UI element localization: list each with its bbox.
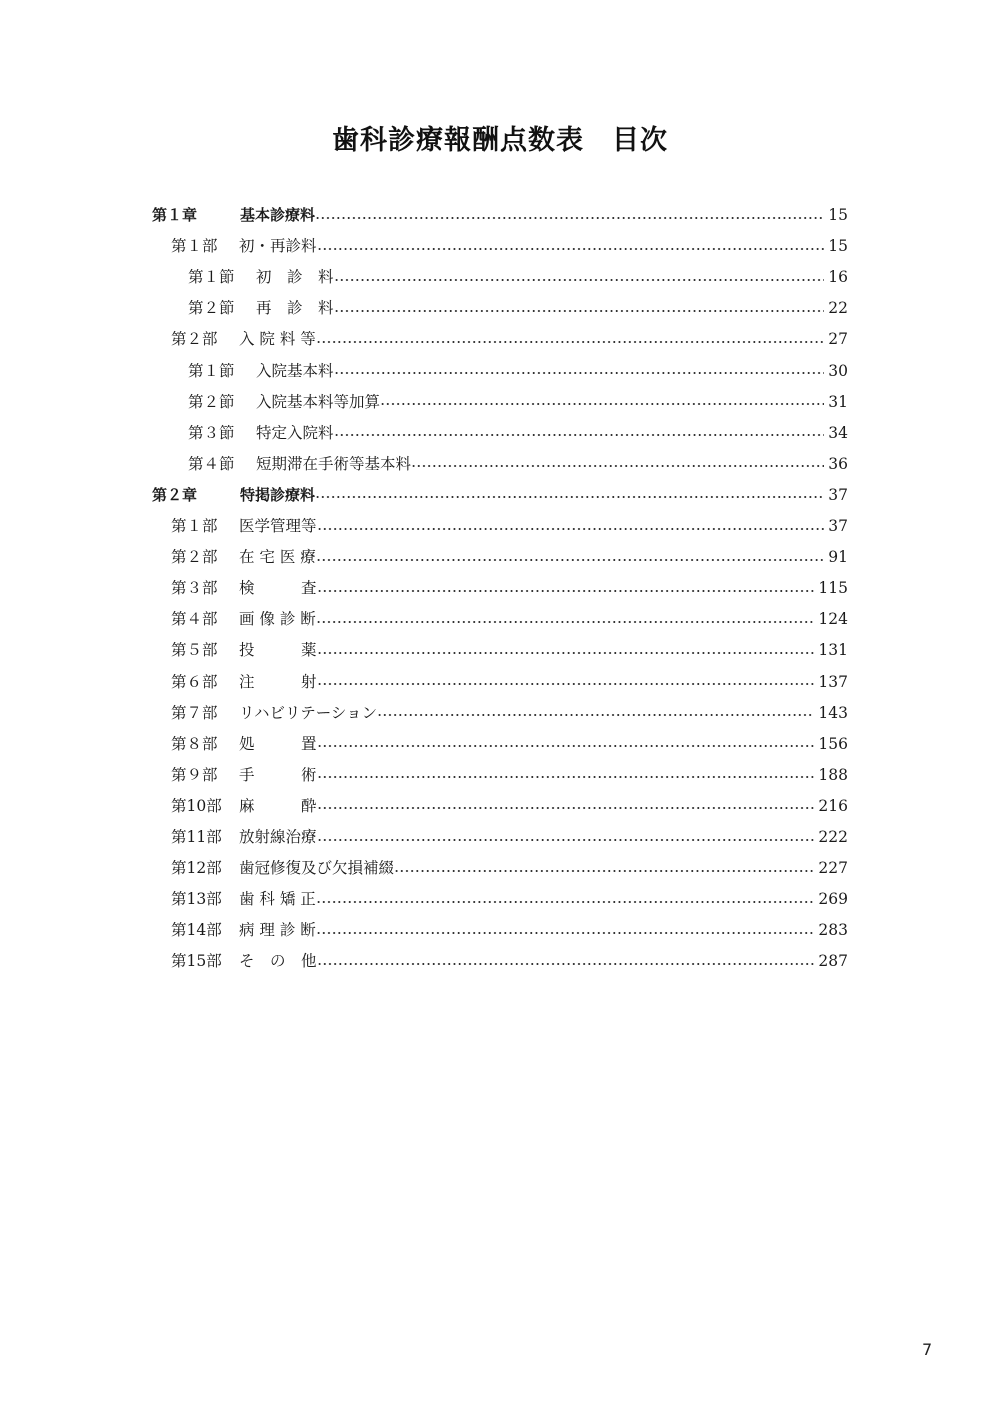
toc-entry-page: 15 [828, 237, 848, 256]
toc-entry-number: 第１章 [152, 206, 198, 224]
toc-entry-page: 34 [828, 423, 848, 442]
toc-entry-page: 156 [818, 734, 848, 753]
toc-entry-number: 第６部 [171, 672, 218, 691]
toc-entry-label: 在 宅 医 療 [239, 548, 316, 567]
toc-entry-number: 第１部 [171, 237, 218, 256]
toc-entry-part [171, 667, 848, 698]
toc-entry-part [171, 542, 848, 573]
toc-entry-label: 歯 科 矯 正 [239, 890, 316, 909]
toc-entry-page: 115 [818, 579, 848, 598]
toc-entry-label: 検 査 [239, 579, 317, 598]
dot-leader [316, 341, 824, 343]
page-title: 歯科診療報酬点数表 目次 [332, 125, 668, 157]
toc-entry-number: 第２節 [188, 392, 235, 411]
dot-leader [316, 932, 815, 934]
toc-entry-label: 再 診 料 [256, 299, 334, 318]
dot-leader [316, 559, 824, 561]
toc-entry-section [188, 356, 848, 387]
toc-entry-number: 第８部 [171, 734, 218, 753]
toc-entry-number: 第10部 [171, 796, 222, 815]
dot-leader [380, 403, 824, 405]
toc-entry-label: 短期滞在手術等基本料 [256, 454, 412, 473]
dot-leader [317, 528, 825, 530]
dot-leader [317, 839, 815, 841]
dot-leader [317, 745, 815, 747]
toc-entry-number: 第１部 [171, 517, 218, 535]
toc-entry-number: 第14部 [171, 921, 222, 940]
toc-entry-label: 特定入院料 [256, 423, 334, 442]
toc-entry-section [188, 387, 848, 418]
toc-entry-number: 第９部 [171, 765, 218, 784]
toc-entry-number: 第12部 [171, 859, 222, 878]
dot-leader [316, 901, 815, 903]
toc-entry-chapter [152, 200, 848, 231]
toc-entry-page: 188 [818, 765, 848, 784]
toc-entry-number: 第15部 [171, 952, 222, 971]
page-number: 7 [922, 1340, 933, 1359]
dot-leader [334, 279, 825, 281]
toc-entry-page: 222 [818, 828, 848, 846]
toc-entry-part [171, 231, 848, 262]
toc-entry-label: 基本診療料 [240, 206, 316, 224]
toc-entry-page: 30 [828, 361, 848, 380]
toc-entry-page: 143 [818, 703, 848, 722]
toc-entry-label: 手 術 [239, 765, 317, 784]
toc-entry-page: 27 [828, 330, 848, 349]
dot-leader [315, 217, 824, 219]
toc-entry-number: 第２部 [171, 330, 218, 349]
dot-leader [334, 434, 825, 436]
toc-entry-page: 37 [828, 485, 848, 504]
toc-entry-number: 第７部 [171, 703, 218, 722]
dot-leader [317, 683, 815, 685]
toc-entry-page: 124 [818, 610, 848, 629]
toc-entry-label: 画 像 診 断 [239, 610, 316, 629]
toc-entry-number: 第２章 [152, 485, 198, 504]
dot-leader [317, 590, 815, 592]
toc-entry-part [171, 791, 848, 822]
dot-leader [315, 496, 824, 498]
toc-entry-page: 269 [818, 890, 848, 909]
toc-entry-part [171, 760, 848, 791]
dot-leader [394, 870, 814, 872]
toc-entry-page: 15 [828, 206, 848, 224]
dot-leader [316, 621, 815, 623]
toc-entry-page: 131 [818, 641, 848, 660]
dot-leader [317, 776, 815, 778]
toc-entry-page: 16 [828, 268, 848, 287]
toc-entry-label: 処 置 [239, 734, 317, 753]
toc-entry-section [188, 293, 848, 324]
toc-entry-page: 216 [818, 796, 848, 815]
toc-entry-part [171, 729, 848, 760]
toc-entry-part [171, 698, 848, 729]
toc-entry-part [171, 604, 848, 635]
toc-entry-label: 初 診 料 [256, 268, 334, 287]
toc-entry-label: 医学管理等 [239, 517, 317, 535]
toc-entry-number: 第13部 [171, 890, 222, 909]
toc-entry-label: 入院基本料 [256, 361, 334, 380]
toc-entry-number: 第４部 [171, 610, 218, 629]
toc-entry-label: 歯冠修復及び欠損補綴 [239, 859, 395, 878]
toc-entry-part [171, 822, 848, 853]
toc-entry-number: 第３部 [171, 579, 218, 598]
toc-entry-chapter [152, 480, 848, 511]
toc-entry-page: 91 [828, 548, 848, 567]
toc-entry-number: 第１節 [188, 268, 235, 287]
toc-entry-number: 第２部 [171, 548, 218, 567]
toc-entry-part [171, 573, 848, 604]
toc-entry-page: 31 [828, 392, 848, 411]
dot-leader [317, 652, 815, 654]
toc-entry-part [171, 635, 848, 666]
toc-entry-number: 第１節 [188, 361, 235, 380]
dot-leader [377, 714, 814, 716]
dot-leader [317, 963, 815, 965]
toc-entry-label: 投 薬 [239, 641, 317, 660]
toc-entry-label: 入 院 料 等 [239, 330, 316, 349]
toc-entry-page: 37 [828, 517, 848, 535]
dot-leader [411, 465, 824, 467]
dot-leader [334, 310, 825, 312]
toc-entry-label: 麻 酔 [239, 796, 317, 815]
toc-entry-section [188, 262, 848, 293]
toc-entry-label: 病 理 診 断 [239, 921, 316, 940]
toc-entry-number: 第11部 [171, 828, 222, 846]
toc-entry-part [171, 915, 848, 946]
toc-entry-label: そ の 他 [239, 952, 317, 971]
toc-entry-label: 注 射 [239, 672, 317, 691]
toc-entry-number: 第５部 [171, 641, 218, 660]
toc-entry-page: 227 [818, 859, 848, 878]
toc-entry-label: 入院基本料等加算 [256, 392, 381, 411]
toc-entry-page: 283 [818, 921, 848, 940]
dot-leader [317, 248, 825, 250]
dot-leader [317, 807, 815, 809]
toc-entry-label: リハビリテーション [239, 703, 378, 722]
toc-entry-label: 放射線治療 [239, 828, 317, 846]
toc-entry-page: 36 [828, 454, 848, 473]
toc-entry-part [171, 853, 848, 884]
toc-entry-number: 第２節 [188, 299, 235, 318]
toc-entry-section [188, 449, 848, 480]
toc-entry-number: 第３節 [188, 423, 235, 442]
toc-entry-part [171, 946, 848, 977]
toc-entry-part [171, 511, 848, 542]
toc-entry-part [171, 884, 848, 915]
toc-entry-page: 22 [828, 299, 848, 318]
dot-leader [334, 372, 825, 374]
toc-entry-label: 初・再診料 [239, 237, 317, 256]
toc-entry-page: 137 [818, 672, 848, 691]
toc-entry-section [188, 418, 848, 449]
toc-entry-page: 287 [818, 952, 848, 971]
toc-entry-label: 特掲診療料 [240, 485, 316, 504]
toc-entry-part [171, 324, 848, 355]
toc-entry-number: 第４節 [188, 454, 235, 473]
